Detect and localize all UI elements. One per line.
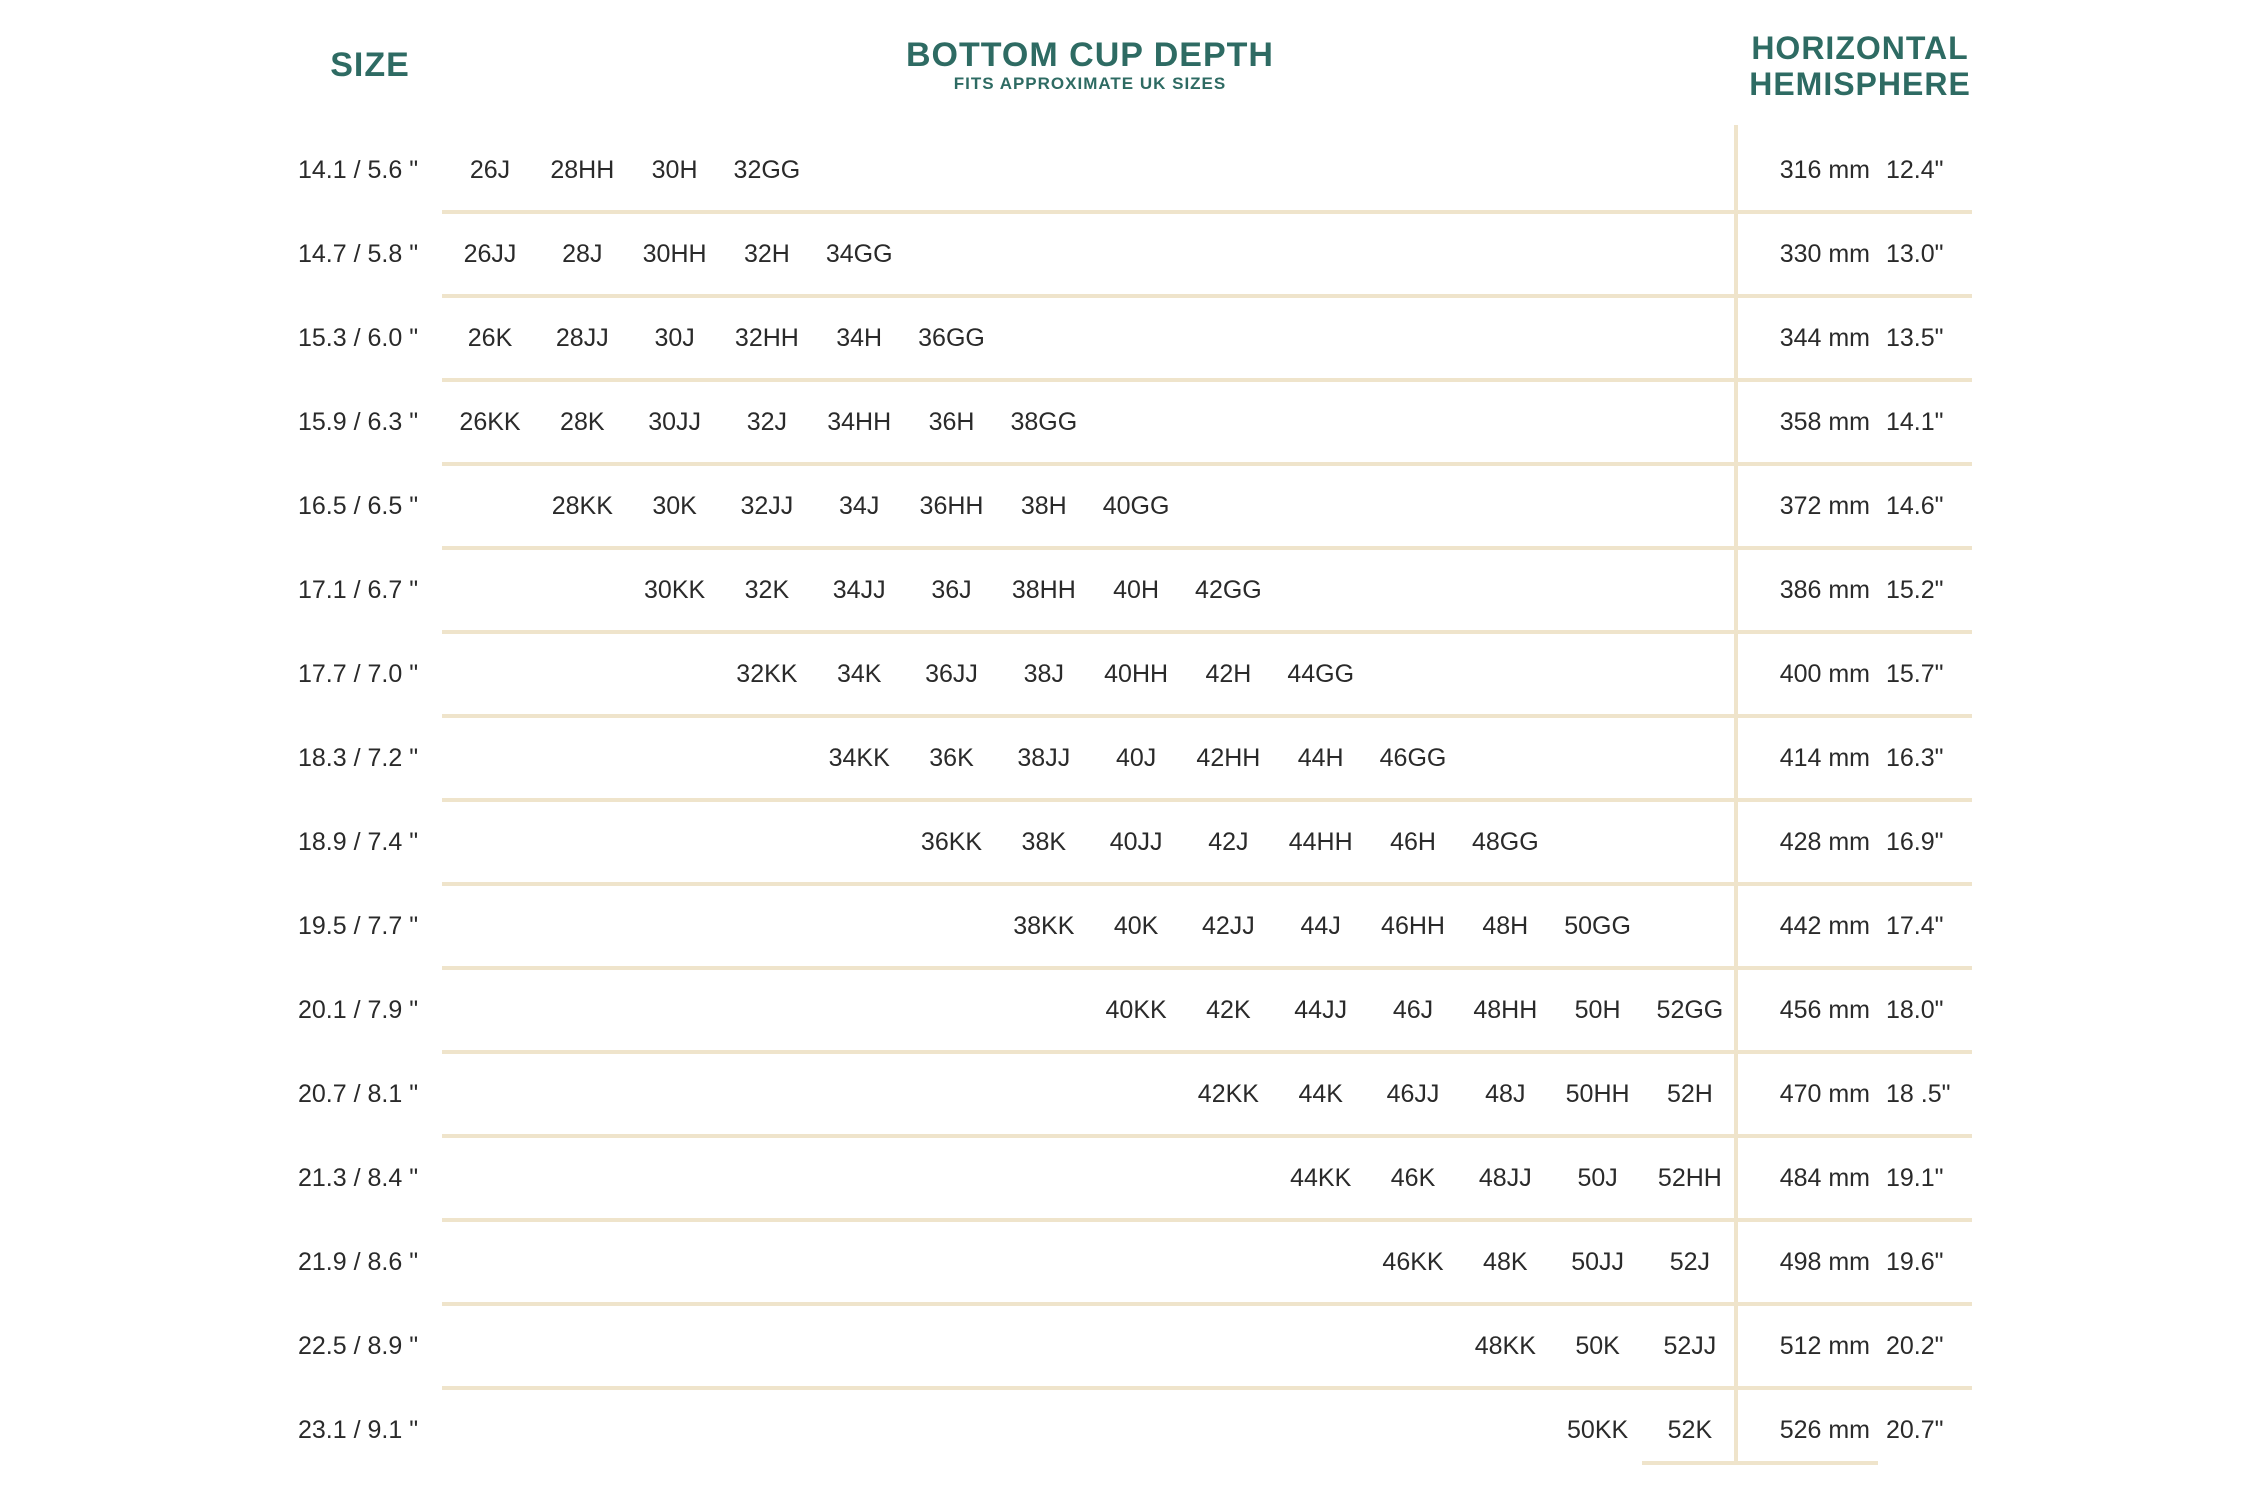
- row-divider: [442, 1218, 1972, 1222]
- hemisphere-mm-value: 386 mm: [1779, 576, 1870, 604]
- cup-size-cell: 32H: [743, 240, 790, 268]
- cup-size-cell: 50H: [1574, 996, 1621, 1024]
- cup-size-cell: 42JJ: [1201, 912, 1255, 940]
- cup-size-cell: 52H: [1666, 1080, 1713, 1108]
- cup-size-cell: 26J: [469, 156, 511, 184]
- cup-size-cell: 36KK: [920, 828, 983, 856]
- row-divider: [442, 294, 1972, 298]
- cup-size-cell: 48JJ: [1478, 1164, 1532, 1192]
- cup-size-cell: 40KK: [1105, 996, 1167, 1024]
- hemisphere-mm-value: 344 mm: [1779, 324, 1870, 352]
- table-bottom-rule: [1642, 1461, 1878, 1465]
- cup-size-cell: 44J: [1300, 912, 1341, 940]
- cup-size-cell: 44GG: [1287, 660, 1355, 688]
- cup-size-cell: 42J: [1208, 828, 1249, 856]
- cup-size-cell: 38H: [1020, 492, 1067, 520]
- row-size-label: 22.5 / 8.9 ": [298, 1332, 419, 1360]
- row-size-label: 16.5 / 6.5 ": [298, 492, 419, 520]
- cup-size-cell: 50JJ: [1571, 1248, 1624, 1276]
- hemisphere-inch-value: 13.5": [1886, 324, 1944, 352]
- hemisphere-mm-value: 484 mm: [1779, 1164, 1870, 1192]
- cup-size-cell: 52K: [1667, 1416, 1713, 1444]
- cup-size-cell: 30KK: [644, 576, 706, 604]
- row-divider: [442, 210, 1972, 214]
- cup-size-cell: 42HH: [1196, 744, 1261, 772]
- cup-size-cell: 28J: [562, 240, 603, 268]
- cup-size-cell: 26KK: [459, 408, 521, 436]
- cup-size-cell: 36H: [928, 408, 975, 436]
- hemisphere-mm-value: 400 mm: [1779, 660, 1870, 688]
- cup-size-cell: 48K: [1483, 1248, 1528, 1276]
- hemisphere-inch-value: 19.6": [1886, 1248, 1944, 1276]
- cup-size-cell: 42KK: [1197, 1080, 1259, 1108]
- row-size-label: 19.5 / 7.7 ": [298, 912, 419, 940]
- row-size-label: 23.1 / 9.1 ": [298, 1416, 419, 1444]
- bottom-cup-depth-subheading: FITS APPROXIMATE UK SIZES: [953, 74, 1227, 93]
- cup-size-cell: 36GG: [918, 324, 985, 352]
- cup-size-cell: 42GG: [1195, 576, 1262, 604]
- row-size-label: 14.7 / 5.8 ": [298, 240, 419, 268]
- cup-size-cell: 38HH: [1011, 576, 1076, 604]
- cup-size-cell: 32K: [744, 576, 790, 604]
- cup-size-cell: 32KK: [736, 660, 798, 688]
- row-divider: [442, 882, 1972, 886]
- row-size-label: 14.1 / 5.6 ": [298, 156, 419, 184]
- hemisphere-mm-value: 428 mm: [1779, 828, 1870, 856]
- row-divider: [442, 1134, 1972, 1138]
- size-column-heading: SIZE: [330, 46, 410, 84]
- hemisphere-mm-value: 498 mm: [1779, 1248, 1870, 1276]
- cup-size-cell: 30H: [651, 156, 698, 184]
- cup-size-cell: 38K: [1021, 828, 1067, 856]
- cup-size-cell: 30J: [654, 324, 695, 352]
- cup-size-cell: 46K: [1390, 1164, 1436, 1192]
- row-divider: [442, 630, 1972, 634]
- hemisphere-mm-value: 456 mm: [1779, 996, 1870, 1024]
- cup-size-cell: 32J: [746, 408, 788, 436]
- cup-size-cell: 48GG: [1471, 828, 1539, 856]
- cup-size-cell: 48H: [1482, 912, 1529, 940]
- cup-size-cell: 28K: [560, 408, 605, 436]
- cup-size-cell: 34JJ: [832, 576, 886, 604]
- row-divider: [442, 966, 1972, 970]
- hemisphere-inch-value: 12.4": [1886, 156, 1944, 184]
- cup-size-cell: 40JJ: [1109, 828, 1163, 856]
- cup-size-cell: 28KK: [551, 492, 613, 520]
- hemisphere-mm-value: 358 mm: [1779, 408, 1870, 436]
- cup-size-cell: 34HH: [827, 408, 892, 436]
- cup-size-cell: 34H: [836, 324, 883, 352]
- hemisphere-inch-value: 15.2": [1886, 576, 1944, 604]
- cup-size-cell: 52GG: [1656, 996, 1724, 1024]
- cup-size-cell: 42H: [1205, 660, 1252, 688]
- row-size-label: 18.9 / 7.4 ": [298, 828, 419, 856]
- cup-size-cell: 48HH: [1473, 996, 1538, 1024]
- cup-size-cell: 46JJ: [1386, 1080, 1440, 1108]
- cup-size-cell: 48KK: [1474, 1332, 1536, 1360]
- cup-size-cell: 38JJ: [1017, 744, 1071, 772]
- cup-size-cell: 36HH: [919, 492, 984, 520]
- cup-size-cell: 40HH: [1104, 660, 1169, 688]
- hemisphere-mm-value: 470 mm: [1779, 1080, 1870, 1108]
- hemisphere-inch-value: 16.3": [1886, 744, 1944, 772]
- cup-size-cell: 50K: [1575, 1332, 1620, 1360]
- cup-size-cell: 44KK: [1290, 1164, 1352, 1192]
- row-divider: [442, 378, 1972, 382]
- cup-size-cell: 50KK: [1567, 1416, 1629, 1444]
- cup-size-cell: 40J: [1115, 744, 1157, 772]
- cup-size-cell: 26K: [467, 324, 513, 352]
- row-size-label: 15.3 / 6.0 ": [298, 324, 419, 352]
- row-size-label: 21.3 / 8.4 ": [298, 1164, 419, 1192]
- bottom-cup-depth-heading: BOTTOM CUP DEPTH: [906, 36, 1274, 74]
- cup-size-cell: 52J: [1669, 1248, 1711, 1276]
- cup-size-cell: 52HH: [1657, 1164, 1722, 1192]
- hemisphere-mm-value: 316 mm: [1779, 156, 1870, 184]
- cup-size-cell: 32HH: [734, 324, 799, 352]
- hemisphere-mm-value: 330 mm: [1779, 240, 1870, 268]
- cup-size-cell: 34K: [836, 660, 882, 688]
- cup-size-cell: 46J: [1392, 996, 1434, 1024]
- hemisphere-mm-value: 414 mm: [1779, 744, 1870, 772]
- row-size-label: 18.3 / 7.2 ": [298, 744, 419, 772]
- cup-size-cell: 34GG: [825, 240, 893, 268]
- cup-size-cell: 28JJ: [555, 324, 609, 352]
- cup-size-cell: 42K: [1206, 996, 1251, 1024]
- hemisphere-inch-value: 13.0": [1886, 240, 1944, 268]
- horizontal-hemisphere-heading: [1710, 30, 2010, 102]
- row-size-label: 17.7 / 7.0 ": [298, 660, 419, 688]
- hemisphere-mm-value: 512 mm: [1779, 1332, 1870, 1360]
- hemisphere-mm-value: 372 mm: [1779, 492, 1870, 520]
- hemisphere-mm-value: 526 mm: [1779, 1416, 1870, 1444]
- cup-size-cell: 44HH: [1288, 828, 1353, 856]
- hemisphere-inch-value: 20.7": [1886, 1416, 1944, 1444]
- cup-size-cell: 32GG: [733, 156, 801, 184]
- row-size-label: 20.1 / 7.9 ": [298, 996, 419, 1024]
- cup-size-cell: 50HH: [1565, 1080, 1630, 1108]
- cup-size-cell: 38J: [1023, 660, 1064, 688]
- cup-size-cell: 40K: [1113, 912, 1159, 940]
- row-divider: [442, 1386, 1972, 1390]
- cup-size-cell: 44JJ: [1294, 996, 1348, 1024]
- row-divider: [442, 1302, 1972, 1306]
- horizontal-hemisphere-heading-line2: HEMISPHERE: [1749, 66, 1971, 102]
- cup-size-cell: 48J: [1485, 1080, 1526, 1108]
- hemisphere-inch-value: 18 .5": [1886, 1080, 1951, 1108]
- cup-size-cell: 44H: [1297, 744, 1344, 772]
- cup-size-cell: 50GG: [1564, 912, 1631, 940]
- hemisphere-inch-value: 20.2": [1886, 1332, 1944, 1360]
- cup-size-cell: 36J: [931, 576, 972, 604]
- cup-size-cell: 32JJ: [740, 492, 794, 520]
- cup-size-cell: 28HH: [550, 156, 615, 184]
- cup-size-cell: 46H: [1390, 828, 1436, 856]
- cup-size-cell: 46KK: [1382, 1248, 1444, 1276]
- cup-size-cell: 34J: [839, 492, 880, 520]
- cup-size-cell: 44K: [1298, 1080, 1343, 1108]
- hemisphere-inch-value: 17.4": [1886, 912, 1944, 940]
- cup-size-cell: 50J: [1577, 1164, 1618, 1192]
- cup-size-cell: 38GG: [1010, 408, 1078, 436]
- cup-size-cell: 40H: [1113, 576, 1160, 604]
- hemisphere-inch-value: 19.1": [1886, 1164, 1944, 1192]
- row-divider: [442, 546, 1972, 550]
- row-divider: [442, 714, 1972, 718]
- hemisphere-mm-value: 442 mm: [1779, 912, 1870, 940]
- row-divider: [442, 1050, 1972, 1054]
- cup-size-cell: 46HH: [1381, 912, 1445, 940]
- cup-size-cell: 40GG: [1102, 492, 1170, 520]
- cup-size-cell: 34KK: [828, 744, 890, 772]
- cup-size-cell: 26JJ: [463, 240, 517, 268]
- row-divider: [442, 462, 1972, 466]
- hemisphere-inch-value: 18.0": [1886, 996, 1944, 1024]
- hemisphere-inch-value: 15.7": [1886, 660, 1944, 688]
- row-size-label: 17.1 / 6.7 ": [298, 576, 419, 604]
- cup-size-cell: 38KK: [1013, 912, 1075, 940]
- cup-size-cell: 36K: [929, 744, 974, 772]
- hemisphere-inch-value: 14.6": [1886, 492, 1944, 520]
- row-divider: [442, 798, 1972, 802]
- hemisphere-inch-value: 14.1": [1886, 408, 1944, 436]
- horizontal-hemisphere-heading-line1: HORIZONTAL: [1751, 30, 1969, 66]
- cup-size-cell: 36JJ: [925, 660, 978, 688]
- cup-size-cell: 46GG: [1379, 744, 1447, 772]
- cup-size-cell: 30JJ: [648, 408, 701, 436]
- row-size-label: 20.7 / 8.1 ": [298, 1080, 419, 1108]
- cup-size-cell: 30K: [652, 492, 697, 520]
- cup-size-cell: 52JJ: [1663, 1332, 1717, 1360]
- column-divider: [1734, 125, 1738, 1463]
- row-size-label: 15.9 / 6.3 ": [298, 408, 419, 436]
- cup-size-cell: 30HH: [642, 240, 707, 268]
- hemisphere-inch-value: 16.9": [1886, 828, 1944, 856]
- row-size-label: 21.9 / 8.6 ": [298, 1248, 419, 1276]
